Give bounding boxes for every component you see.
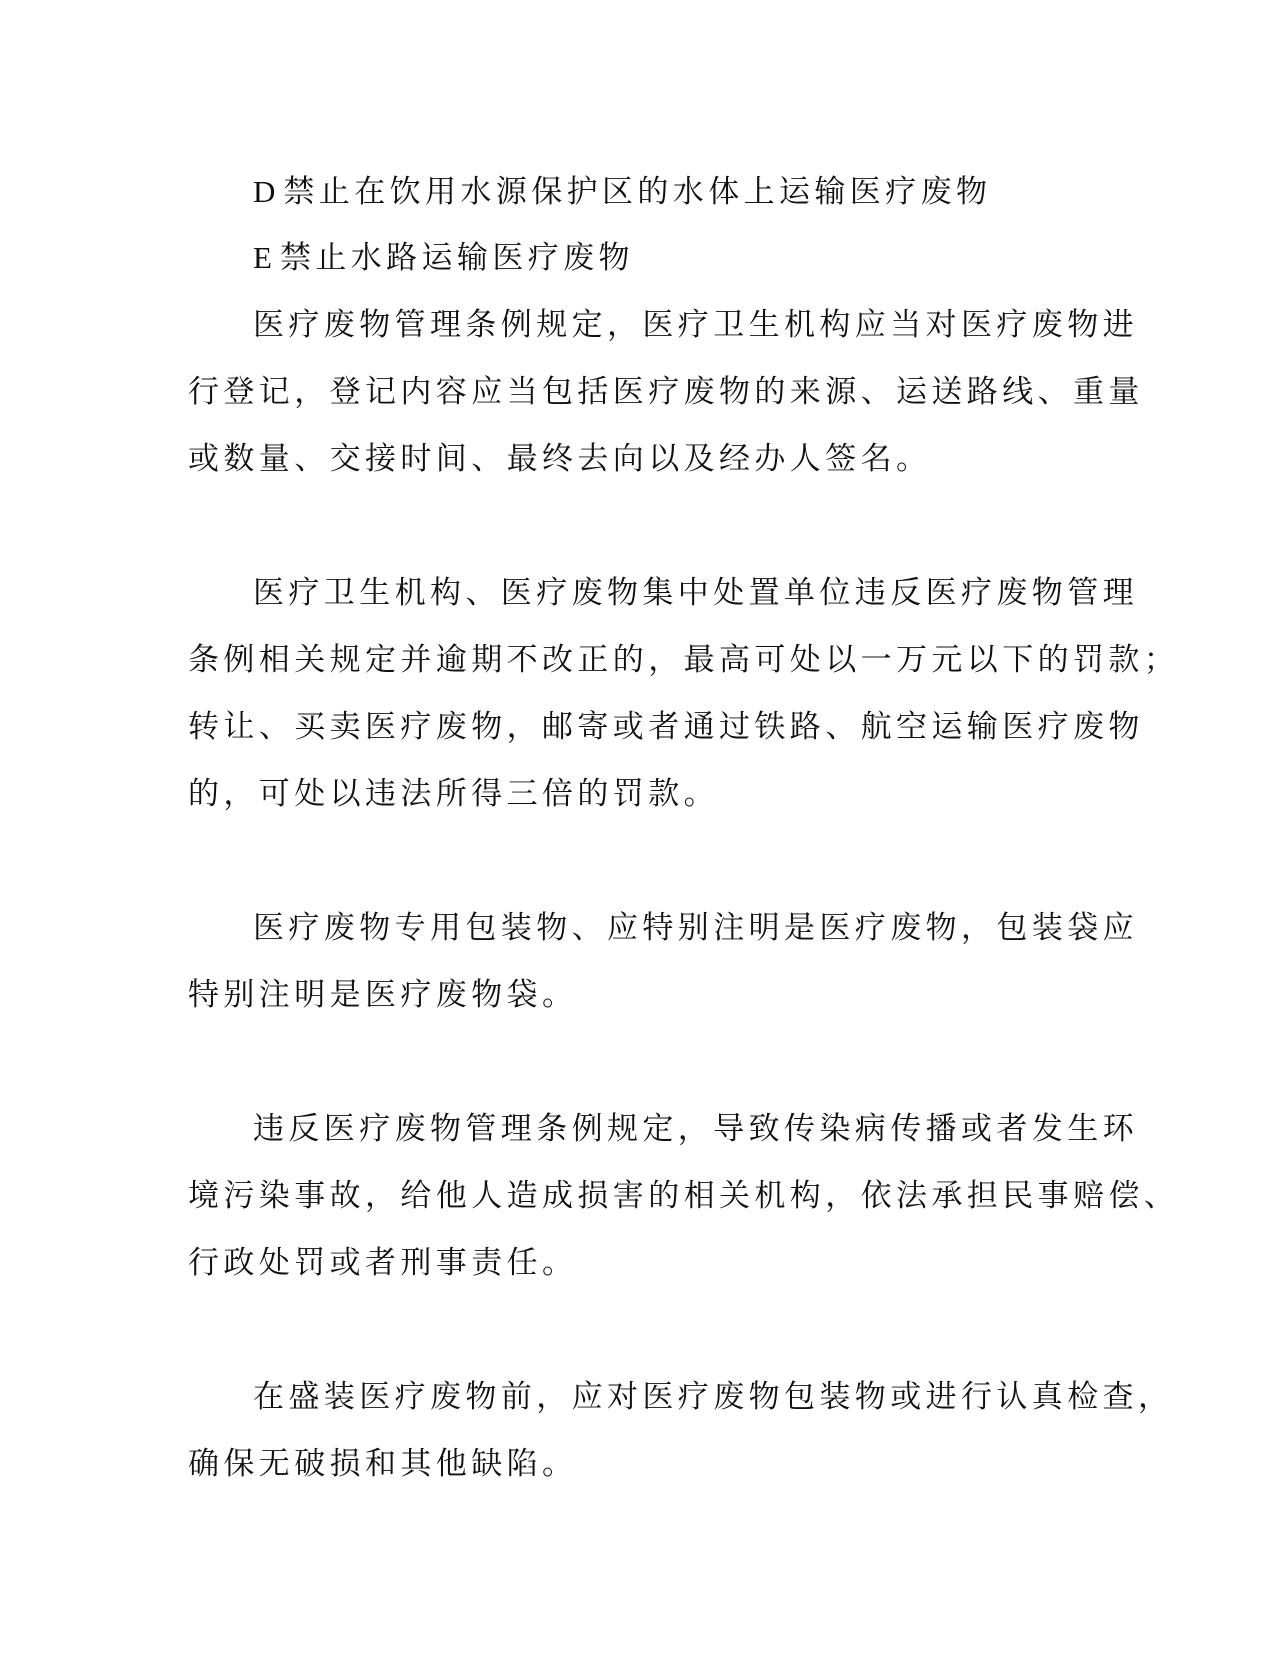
paragraph-line: 医疗废物管理条例规定，医疗卫生机构应当对医疗废物进 [253,307,1138,343]
paragraph-line: 医疗卫生机构、医疗废物集中处置单位违反医疗废物管理 [253,575,1138,611]
paragraph-line: 转让、买卖医疗废物，邮寄或者通过铁路、航空运输医疗废物 [188,709,1144,745]
paragraph-line: 特别注明是医疗废物袋。 [188,977,578,1013]
paragraph-line: 医疗废物专用包装物、应特别注明是医疗废物，包装袋应 [253,910,1138,946]
paragraph-line: 行政处罚或者刑事责任。 [188,1245,578,1281]
paragraph-line: 境污染事故，给他人造成损害的相关机构，依法承担民事赔偿、 [188,1178,1180,1214]
option-e [253,238,634,278]
option-d [253,172,991,212]
paragraph-line: 行登记，登记内容应当包括医疗废物的来源、运送路线、重量 [188,374,1144,410]
paragraph-line: 确保无破损和其他缺陷。 [188,1446,578,1482]
paragraph-line: 的，可处以违法所得三倍的罚款。 [188,776,719,812]
option-d-letter: D [253,174,276,209]
option-e-text: 禁止水路运输医疗废物 [279,240,634,276]
paragraph-line: 在盛装医疗废物前，应对医疗废物包装物或进行认真检查， [253,1379,1174,1415]
paragraph-line: 或数量、交接时间、最终去向以及经办人签名。 [188,441,932,477]
option-d-text: 禁止在饮用水源保护区的水体上运输医疗废物 [283,174,992,210]
option-e-letter: E [253,240,272,275]
paragraph-line: 条例相关规定并逾期不改正的，最高可处以一万元以下的罚款； [188,642,1180,678]
paragraph-line: 违反医疗废物管理条例规定，导致传染病传播或者发生环 [253,1111,1138,1147]
